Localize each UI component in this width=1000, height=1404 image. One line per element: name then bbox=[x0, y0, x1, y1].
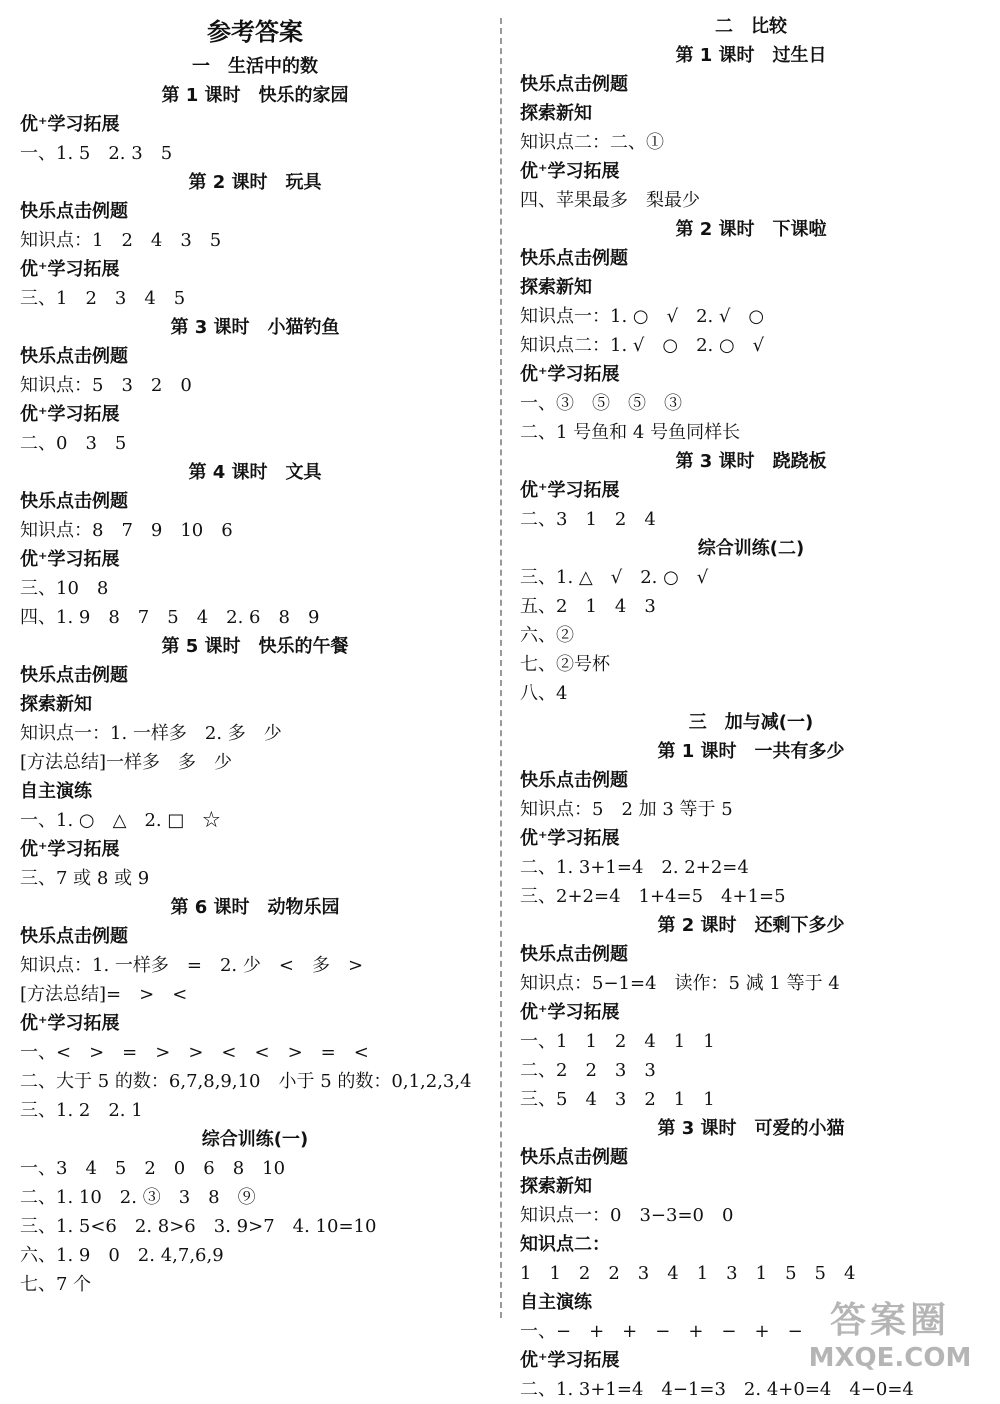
section-heading: 第 2 课时 玩具 bbox=[188, 172, 322, 193]
answer-line: 一、3 4 5 2 0 6 8 10 bbox=[20, 1158, 286, 1179]
answer-line: 知识点二：二、① bbox=[520, 132, 664, 153]
answer-line: 三、10 8 bbox=[20, 578, 109, 599]
answer-line: 一、1. 5 2. 3 5 bbox=[20, 143, 173, 164]
answer-line: 七、②号杯 bbox=[520, 654, 610, 675]
subsection-label: 快乐点击例题 bbox=[20, 491, 128, 512]
column-divider bbox=[500, 18, 502, 1318]
subsection-label: 快乐点击例题 bbox=[20, 201, 128, 222]
answer-line: 六、1. 9 0 2. 4,7,6,9 bbox=[20, 1245, 224, 1266]
page-title: 参考答案 bbox=[207, 17, 303, 46]
subsection-label: 优⁺学习拓展 bbox=[520, 1350, 620, 1371]
answer-line: 三、7 或 8 或 9 bbox=[20, 868, 150, 889]
answer-line: 知识点一：1. 一样多 2. 多 少 bbox=[20, 723, 282, 744]
section-heading: 第 5 课时 快乐的午餐 bbox=[161, 636, 349, 657]
answer-line: 知识点：5 2 加 3 等于 5 bbox=[520, 799, 733, 820]
answer-line: 二、2 2 3 3 bbox=[520, 1060, 656, 1081]
answer-line: 知识点：8 7 9 10 6 bbox=[20, 520, 233, 541]
subsection-label: 探索新知 bbox=[520, 1176, 592, 1197]
section-heading: 第 1 课时 一共有多少 bbox=[657, 741, 845, 762]
answer-line: 知识点：5 3 2 0 bbox=[20, 375, 192, 396]
answer-line: 一、③ ⑤ ⑤ ③ bbox=[520, 393, 682, 414]
left-column bbox=[20, 12, 490, 1299]
section-heading: 第 2 课时 下课啦 bbox=[675, 219, 827, 240]
answer-line: 三、1. △ √ 2. ○ √ bbox=[520, 567, 709, 588]
answer-line: 三、5 4 3 2 1 1 bbox=[520, 1089, 715, 1110]
right-column bbox=[520, 12, 982, 1404]
answer-line: 二、0 3 5 bbox=[20, 433, 127, 454]
section-heading: 第 3 课时 可爱的小猫 bbox=[657, 1118, 845, 1139]
section-heading: 第 6 课时 动物乐园 bbox=[170, 897, 340, 918]
subsection-label: 优⁺学习拓展 bbox=[20, 839, 120, 860]
subsection-label: 自主演练 bbox=[20, 781, 92, 802]
answer-line: 一、< > = > > < < > = < bbox=[20, 1042, 369, 1063]
answer-line: 1 1 2 2 3 4 1 3 1 5 5 4 bbox=[520, 1263, 856, 1284]
watermark-logo-text: 答案圈 bbox=[829, 1300, 950, 1341]
subsection-label: 优⁺学习拓展 bbox=[520, 364, 620, 385]
subsection-label: 优⁺学习拓展 bbox=[20, 1013, 120, 1034]
subsection-label: 优⁺学习拓展 bbox=[520, 828, 620, 849]
answer-line: 三、1. 2 2. 1 bbox=[20, 1100, 143, 1121]
answer-line: 六、② bbox=[520, 625, 574, 646]
section-heading: 第 4 课时 文具 bbox=[188, 462, 322, 483]
answer-line: 一、1. ○ △ 2. □ ☆ bbox=[20, 810, 221, 831]
section-heading: 第 3 课时 跷跷板 bbox=[675, 451, 827, 472]
answer-line: 二、1. 3+1=4 2. 2+2=4 bbox=[520, 857, 749, 878]
section-heading: 第 1 课时 快乐的家园 bbox=[161, 85, 349, 106]
subsection-label: 知识点二： bbox=[520, 1234, 610, 1255]
section-heading: 三 加与减(一) bbox=[688, 712, 814, 733]
subsection-label: 快乐点击例题 bbox=[20, 665, 128, 686]
watermark-url: MXQE.COM bbox=[808, 1343, 972, 1373]
subsection-label: 优⁺学习拓展 bbox=[20, 404, 120, 425]
subsection-label: 探索新知 bbox=[520, 277, 592, 298]
answer-line: 一、− + + − + − + − bbox=[520, 1321, 803, 1342]
subsection-label: 优⁺学习拓展 bbox=[20, 114, 120, 135]
section-heading: 一 生活中的数 bbox=[192, 56, 318, 77]
subsection-label: 自主演练 bbox=[520, 1292, 592, 1313]
subsection-label: 探索新知 bbox=[520, 103, 592, 124]
subsection-label: 优⁺学习拓展 bbox=[520, 161, 620, 182]
answer-line: 二、1. 3+1=4 4−1=3 2. 4+0=4 4−0=4 bbox=[520, 1379, 914, 1400]
answer-line: [方法总结]一样多 多 少 bbox=[20, 752, 233, 773]
answer-line: [方法总结]= > < bbox=[20, 984, 188, 1005]
section-heading: 第 1 课时 过生日 bbox=[675, 45, 827, 66]
section-heading: 综合训练(一) bbox=[201, 1129, 309, 1150]
answer-line: 二、1. 10 2. ③ 3 8 ⑨ bbox=[20, 1187, 256, 1208]
subsection-label: 优⁺学习拓展 bbox=[520, 480, 620, 501]
site-watermark bbox=[790, 1299, 990, 1379]
section-heading: 第 2 课时 还剩下多少 bbox=[657, 915, 845, 936]
answer-line: 二、1 号鱼和 4 号鱼同样长 bbox=[520, 422, 741, 443]
answer-line: 二、大于 5 的数：6,7,8,9,10 小于 5 的数：0,1,2,3,4 bbox=[20, 1071, 472, 1092]
answer-line: 八、4 bbox=[520, 683, 568, 704]
answer-line: 三、1 2 3 4 5 bbox=[20, 288, 186, 309]
subsection-label: 快乐点击例题 bbox=[20, 346, 128, 367]
answer-line: 五、2 1 4 3 bbox=[520, 596, 656, 617]
answer-line: 三、1. 5<6 2. 8>6 3. 9>7 4. 10=10 bbox=[20, 1216, 377, 1237]
subsection-label: 快乐点击例题 bbox=[520, 944, 628, 965]
subsection-label: 优⁺学习拓展 bbox=[20, 549, 120, 570]
subsection-label: 快乐点击例题 bbox=[520, 770, 628, 791]
answer-line: 一、1 1 2 4 1 1 bbox=[520, 1031, 715, 1052]
answer-line: 知识点一：1. ○ √ 2. √ ○ bbox=[520, 306, 765, 327]
subsection-label: 快乐点击例题 bbox=[520, 248, 628, 269]
answer-line: 七、7 个 bbox=[20, 1274, 92, 1295]
section-heading: 第 3 课时 小猫钓鱼 bbox=[170, 317, 340, 338]
answer-line: 知识点：5−1=4 读作：5 减 1 等于 4 bbox=[520, 973, 840, 994]
subsection-label: 优⁺学习拓展 bbox=[520, 1002, 620, 1023]
answer-line: 二、3 1 2 4 bbox=[520, 509, 656, 530]
answer-line: 知识点二：1. √ ○ 2. ○ √ bbox=[520, 335, 765, 356]
answer-line: 知识点一：0 3−3=0 0 bbox=[520, 1205, 734, 1226]
answer-line: 三、2+2=4 1+4=5 4+1=5 bbox=[520, 886, 786, 907]
answer-line: 四、苹果最多 梨最少 bbox=[520, 190, 700, 211]
answer-line: 知识点：1. 一样多 = 2. 少 < 多 > bbox=[20, 955, 364, 976]
answer-line: 知识点：1 2 4 3 5 bbox=[20, 230, 222, 251]
section-heading: 二 比较 bbox=[715, 16, 787, 37]
subsection-label: 优⁺学习拓展 bbox=[20, 259, 120, 280]
subsection-label: 探索新知 bbox=[20, 694, 92, 715]
subsection-label: 快乐点击例题 bbox=[20, 926, 128, 947]
subsection-label: 快乐点击例题 bbox=[520, 74, 628, 95]
subsection-label: 快乐点击例题 bbox=[520, 1147, 628, 1168]
section-heading: 综合训练(二) bbox=[697, 538, 805, 559]
answer-line: 四、1. 9 8 7 5 4 2. 6 8 9 bbox=[20, 607, 320, 628]
